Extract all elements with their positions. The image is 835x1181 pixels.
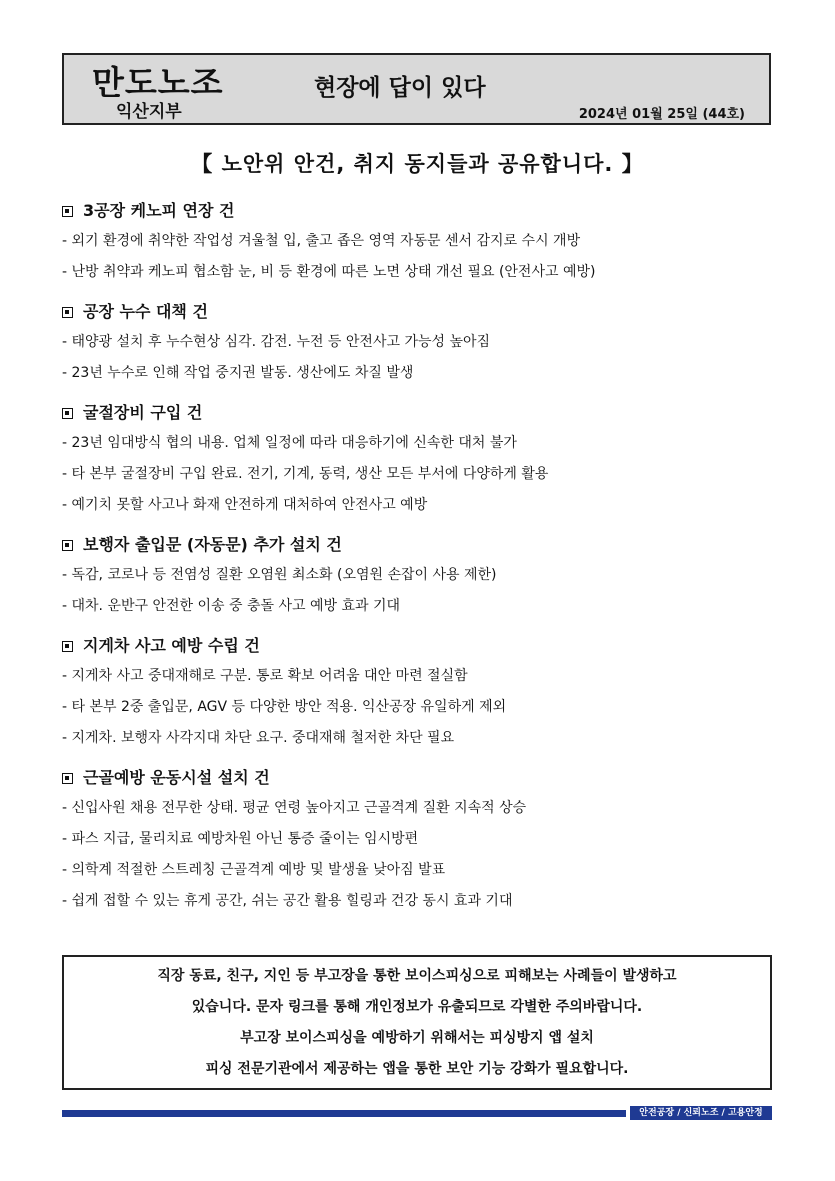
section-heading xyxy=(62,297,772,327)
agenda-section xyxy=(62,530,772,622)
agenda-item: - 예기치 못할 사고나 화재 안전하게 대처하여 안전사고 예방 xyxy=(62,497,428,513)
agenda-item: - 파스 지급, 물리치료 예방차원 아닌 통증 줄이는 임시방편 xyxy=(62,831,419,847)
agenda-section xyxy=(62,763,772,917)
notice-line: 있습니다. 문자 링크를 통해 개인정보가 유출되므로 각별한 주의바랍니다. xyxy=(191,999,643,1015)
footer-tag: 안전공장 / 신뢰노조 / 고용안정 xyxy=(630,1106,772,1120)
section-heading xyxy=(62,530,772,560)
agenda-section xyxy=(62,398,772,521)
section-heading-text: 지게차 사고 예방 수립 건 xyxy=(83,636,260,655)
section-heading-text: 굴절장비 구입 건 xyxy=(83,403,203,422)
union-name: 만도노조 xyxy=(92,63,224,102)
agenda-item: - 타 본부 굴절장비 구입 완료. 전기, 기계, 동력, 생산 모든 부서에 다양하게 활용 xyxy=(62,466,549,482)
notice-line: 직장 동료, 친구, 지인 등 부고장을 통한 보이스피싱으로 피해보는 사례들이 발생하고 xyxy=(157,968,677,984)
agenda-item: - 의학계 적절한 스트레칭 근골격계 예방 및 발생율 낮아짐 발표 xyxy=(62,862,446,878)
agenda-item: - 23년 누수로 인해 작업 중지권 발동. 생산에도 차질 발생 xyxy=(62,365,414,381)
agenda-section xyxy=(62,631,772,754)
square-bullet-icon xyxy=(62,307,73,318)
square-bullet-icon xyxy=(62,206,73,217)
agenda-item: - 지게차 사고 중대재해로 구분. 통로 확보 어려움 대안 마련 절실함 xyxy=(62,668,468,684)
agenda-item: - 쉽게 접할 수 있는 휴게 공간, 쉬는 공간 활용 힐링과 건강 동시 효과 기대 xyxy=(62,893,513,909)
issue-date: 2024년 01월 25일 (44호) xyxy=(578,107,745,122)
agenda-item: - 지게차. 보행자 사각지대 차단 요구. 중대재해 철저한 차단 필요 xyxy=(62,730,455,746)
square-bullet-icon xyxy=(62,540,73,551)
notice-box xyxy=(62,955,772,1090)
section-heading xyxy=(62,631,772,661)
agenda-section xyxy=(62,297,772,389)
agenda-item: - 23년 임대방식 협의 내용. 업체 일정에 따라 대응하기에 신속한 대처 불가 xyxy=(62,435,517,451)
square-bullet-icon xyxy=(62,773,73,784)
agenda-item: - 독감, 코로나 등 전염성 질환 오염원 최소화 (오염원 손잡이 사용 제한) xyxy=(62,567,497,583)
agenda-item: - 타 본부 2중 출입문, AGV 등 다양한 방안 적용. 익산공장 유일하게 제외 xyxy=(62,699,507,715)
agenda-item: - 외기 환경에 취약한 작업성 겨울철 입, 출고 좁은 영역 자동문 센서 감지로 수시 개방 xyxy=(62,233,581,249)
notice-line: 부고장 보이스피싱을 예방하기 위해서는 피싱방지 앱 설치 xyxy=(240,1030,594,1046)
section-heading xyxy=(62,763,772,793)
agenda-item: - 대차. 운반구 안전한 이송 중 충돌 사고 예방 효과 기대 xyxy=(62,598,401,614)
agenda-item: - 난방 취약과 케노피 협소함 눈, 비 등 환경에 따른 노면 상태 개선 필요 (안전사고 예방) xyxy=(62,264,596,280)
section-heading-text: 공장 누수 대책 건 xyxy=(83,302,208,321)
notice-line: 피싱 전문기관에서 제공하는 앱을 통한 보안 기능 강화가 필요합니다. xyxy=(205,1061,629,1077)
section-heading-text: 3공장 케노피 연장 건 xyxy=(83,201,235,220)
square-bullet-icon xyxy=(62,641,73,652)
branch-name: 익산지부 xyxy=(116,102,182,122)
section-heading xyxy=(62,196,772,226)
masthead xyxy=(62,53,771,125)
section-heading-text: 근골예방 운동시설 설치 건 xyxy=(83,768,270,787)
agenda-list xyxy=(62,196,772,926)
agenda-item: - 태양광 설치 후 누수현상 심각. 감전. 누전 등 안전사고 가능성 높아짐 xyxy=(62,334,491,350)
agenda-item: - 신입사원 채용 전무한 상태. 평균 연령 높아지고 근골격계 질환 지속적 상승 xyxy=(62,800,527,816)
square-bullet-icon xyxy=(62,408,73,419)
footer-bar xyxy=(62,1110,626,1117)
section-heading xyxy=(62,398,772,428)
slogan: 현장에 답이 있다 xyxy=(314,75,486,101)
page-title: 【 노안위 안건, 취지 동지들과 공유합니다. 】 xyxy=(191,152,644,176)
section-heading-text: 보행자 출입문 (자동문) 추가 설치 건 xyxy=(83,535,342,554)
agenda-section xyxy=(62,196,772,288)
